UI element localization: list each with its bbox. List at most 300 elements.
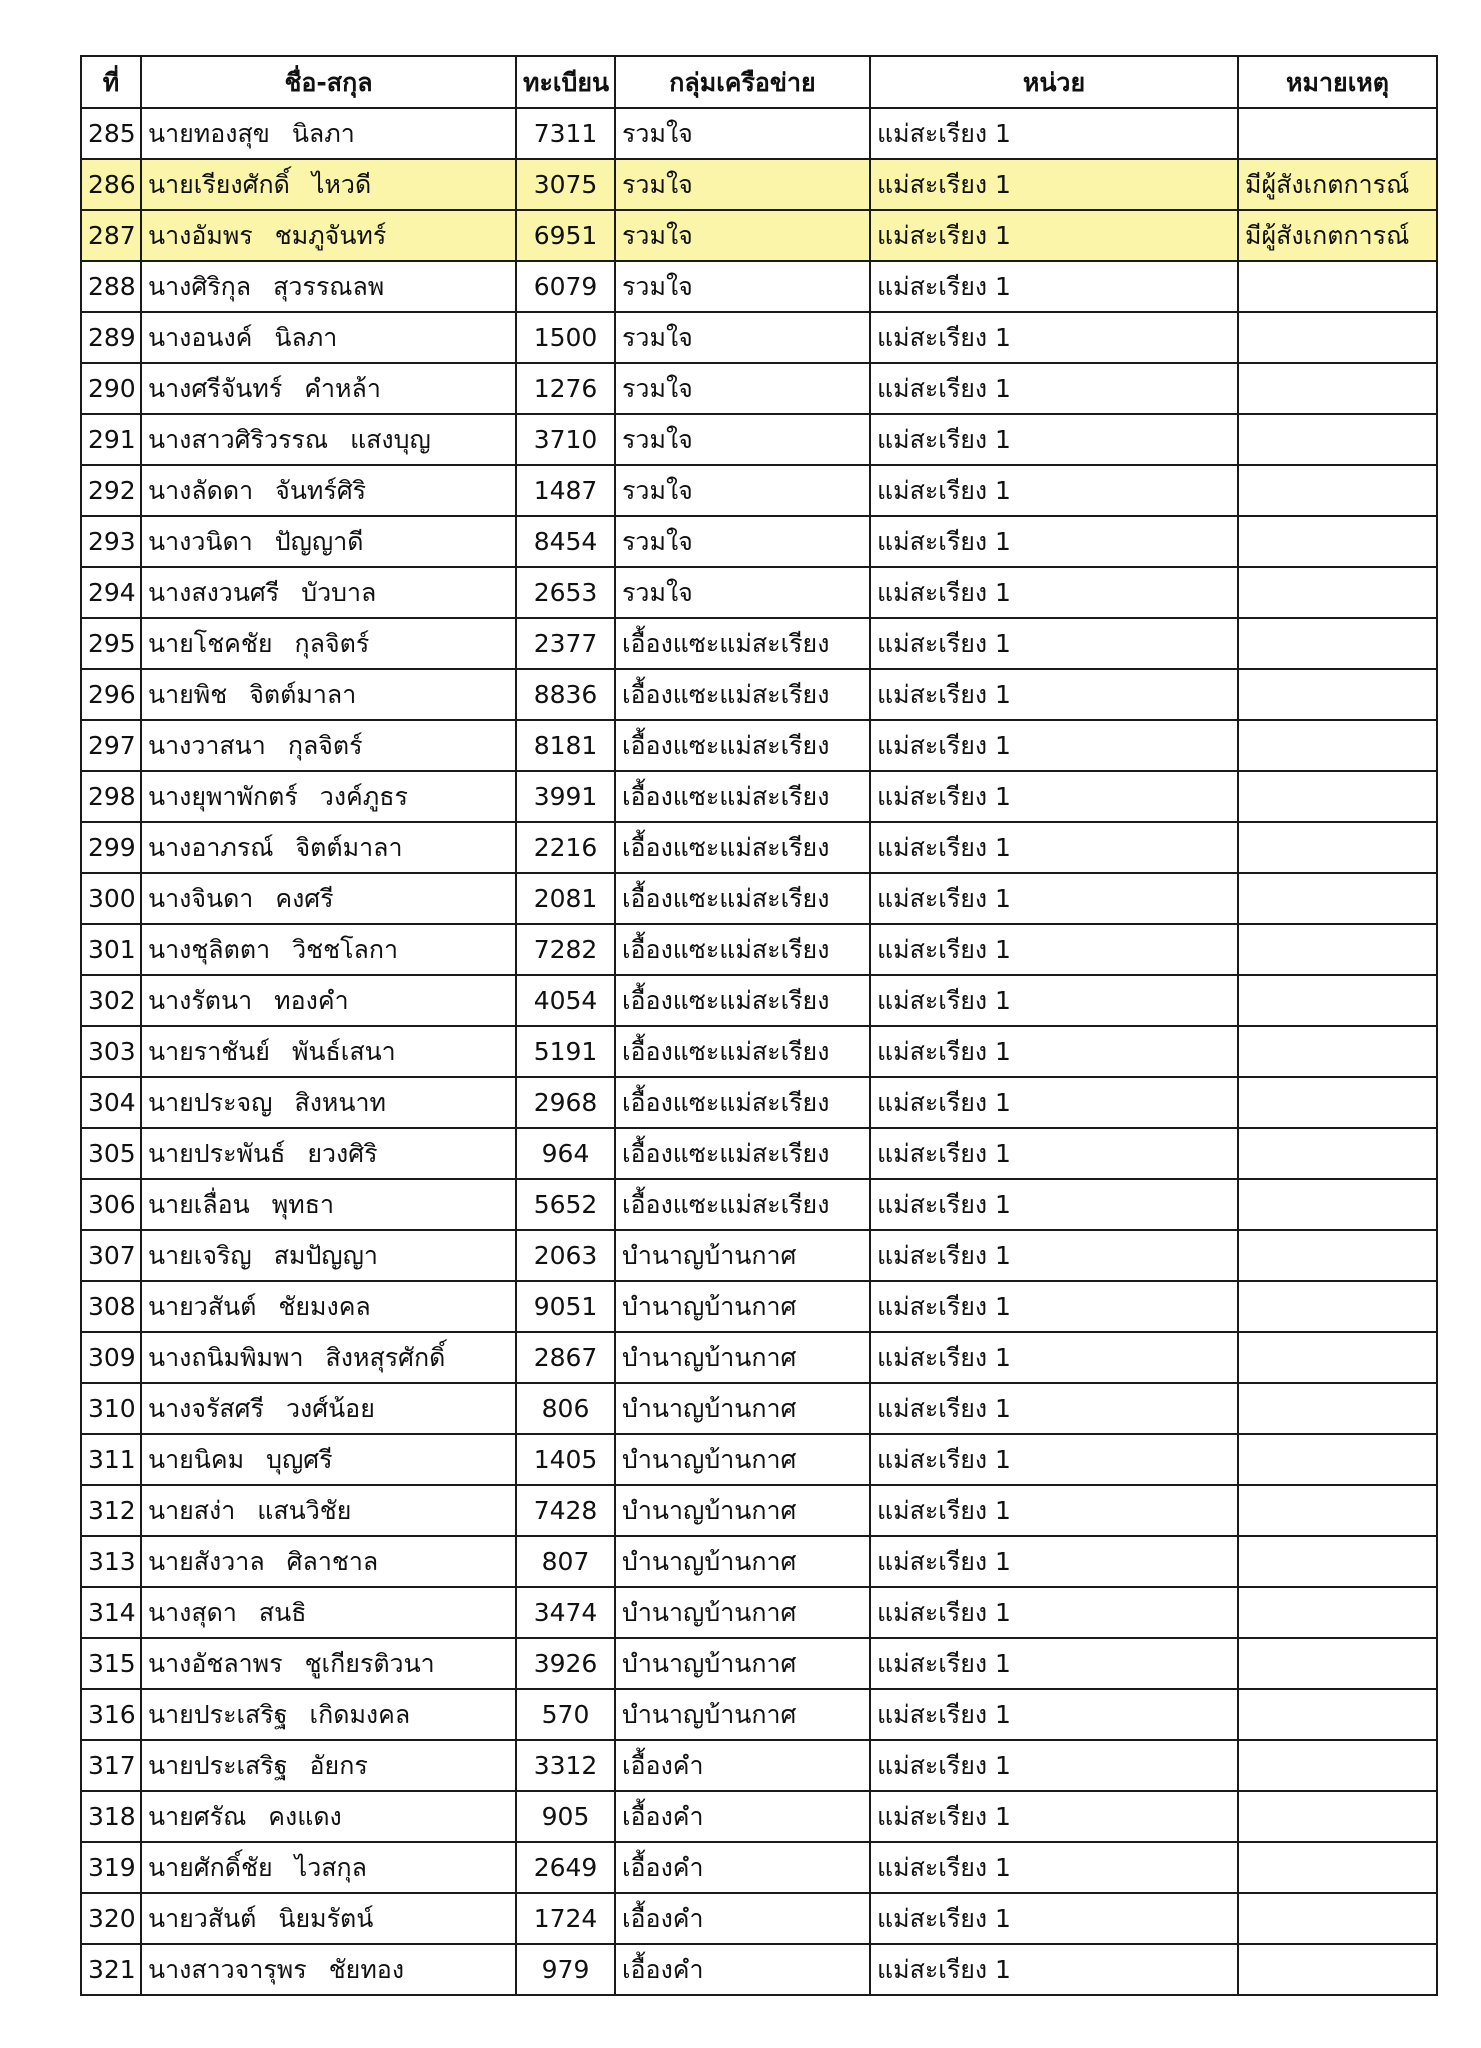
table-row — [81, 108, 1437, 159]
first-name: นายประเสริฐ — [148, 1751, 288, 1780]
table-row — [81, 567, 1437, 618]
cell-no: 319 — [81, 1842, 141, 1893]
cell-remark: มีผู้สังเกตการณ์ — [1238, 210, 1437, 261]
cell-remark — [1238, 1638, 1437, 1689]
cell-reg: 6951 — [516, 210, 615, 261]
cell-reg: 979 — [516, 1944, 615, 1995]
cell-name — [141, 1944, 516, 1995]
last-name: สมปัญญา — [273, 1241, 378, 1270]
first-name: นายเลื่อน — [148, 1190, 250, 1219]
cell-remark — [1238, 1893, 1437, 1944]
cell-remark — [1238, 108, 1437, 159]
cell-remark — [1238, 1128, 1437, 1179]
first-name: นายวสันต์ — [148, 1904, 257, 1933]
cell-name — [141, 1485, 516, 1536]
cell-remark — [1238, 516, 1437, 567]
table-row — [81, 1179, 1437, 1230]
cell-unit: แม่สะเรียง 1 — [870, 1587, 1238, 1638]
first-name: นางวาสนา — [148, 731, 266, 760]
table-row — [81, 1434, 1437, 1485]
first-name: นางจรัสศรี — [148, 1394, 264, 1423]
table-row — [81, 1281, 1437, 1332]
cell-remark — [1238, 1791, 1437, 1842]
last-name: จันทร์ศิริ — [275, 476, 367, 505]
cell-no: 289 — [81, 312, 141, 363]
cell-name — [141, 1740, 516, 1791]
cell-remark — [1238, 312, 1437, 363]
first-name: นางรัตนา — [148, 986, 253, 1015]
cell-group: บำนาญบ้านกาศ — [615, 1230, 870, 1281]
table-row — [81, 1689, 1437, 1740]
cell-name — [141, 1281, 516, 1332]
cell-group: เอื้องแซะแม่สะเรียง — [615, 822, 870, 873]
cell-reg: 1405 — [516, 1434, 615, 1485]
last-name: อัยกร — [309, 1751, 368, 1780]
cell-group: เอื้องแซะแม่สะเรียง — [615, 720, 870, 771]
cell-remark — [1238, 1281, 1437, 1332]
cell-no: 308 — [81, 1281, 141, 1332]
cell-unit: แม่สะเรียง 1 — [870, 924, 1238, 975]
cell-unit: แม่สะเรียง 1 — [870, 1230, 1238, 1281]
cell-name — [141, 1638, 516, 1689]
cell-group: เอื้องแซะแม่สะเรียง — [615, 873, 870, 924]
cell-reg: 806 — [516, 1383, 615, 1434]
cell-reg: 1500 — [516, 312, 615, 363]
cell-remark: มีผู้สังเกตการณ์ — [1238, 159, 1437, 210]
table-row — [81, 1944, 1437, 1995]
cell-group: รวมใจ — [615, 159, 870, 210]
last-name: คำหล้า — [304, 374, 381, 403]
cell-unit: แม่สะเรียง 1 — [870, 1893, 1238, 1944]
table-row — [81, 771, 1437, 822]
cell-no: 293 — [81, 516, 141, 567]
cell-no: 315 — [81, 1638, 141, 1689]
cell-name — [141, 1434, 516, 1485]
last-name: ยวงศิริ — [307, 1139, 378, 1168]
last-name: คงศรี — [275, 884, 334, 913]
last-name: ศิลาชาล — [286, 1547, 379, 1576]
table-row — [81, 210, 1437, 261]
cell-group: เอื้องคำ — [615, 1740, 870, 1791]
cell-remark — [1238, 924, 1437, 975]
cell-remark — [1238, 1740, 1437, 1791]
last-name: ไวสกุล — [294, 1853, 367, 1882]
cell-reg: 3991 — [516, 771, 615, 822]
cell-group: บำนาญบ้านกาศ — [615, 1332, 870, 1383]
cell-name — [141, 1383, 516, 1434]
cell-no: 304 — [81, 1077, 141, 1128]
table-row — [81, 1128, 1437, 1179]
cell-no: 311 — [81, 1434, 141, 1485]
table-row — [81, 363, 1437, 414]
first-name: นายประพันธ์ — [148, 1139, 286, 1168]
table-row — [81, 1383, 1437, 1434]
cell-name — [141, 1128, 516, 1179]
cell-unit: แม่สะเรียง 1 — [870, 516, 1238, 567]
cell-unit: แม่สะเรียง 1 — [870, 1740, 1238, 1791]
cell-no: 288 — [81, 261, 141, 312]
cell-unit: แม่สะเรียง 1 — [870, 414, 1238, 465]
cell-no: 302 — [81, 975, 141, 1026]
cell-unit: แม่สะเรียง 1 — [870, 669, 1238, 720]
cell-no: 291 — [81, 414, 141, 465]
first-name: นายพิช — [148, 680, 228, 709]
cell-unit: แม่สะเรียง 1 — [870, 975, 1238, 1026]
cell-unit: แม่สะเรียง 1 — [870, 1026, 1238, 1077]
cell-reg: 8836 — [516, 669, 615, 720]
cell-no: 300 — [81, 873, 141, 924]
cell-no: 298 — [81, 771, 141, 822]
first-name: นางวนิดา — [148, 527, 253, 556]
cell-name — [141, 159, 516, 210]
cell-group: เอื้องแซะแม่สะเรียง — [615, 975, 870, 1026]
cell-remark — [1238, 1332, 1437, 1383]
cell-unit: แม่สะเรียง 1 — [870, 618, 1238, 669]
cell-group: เอื้องคำ — [615, 1842, 870, 1893]
cell-name — [141, 1332, 516, 1383]
table-row — [81, 1485, 1437, 1536]
header-unit: หน่วย — [870, 56, 1238, 108]
last-name: ปัญญาดี — [274, 527, 364, 556]
cell-unit: แม่สะเรียง 1 — [870, 1485, 1238, 1536]
cell-group: รวมใจ — [615, 414, 870, 465]
cell-remark — [1238, 1077, 1437, 1128]
cell-name — [141, 669, 516, 720]
cell-group: บำนาญบ้านกาศ — [615, 1536, 870, 1587]
first-name: นางชุลิตตา — [148, 935, 271, 964]
cell-reg: 3075 — [516, 159, 615, 210]
cell-reg: 2649 — [516, 1842, 615, 1893]
cell-group: รวมใจ — [615, 210, 870, 261]
first-name: นายศักดิ์ชัย — [148, 1853, 273, 1882]
cell-reg: 2968 — [516, 1077, 615, 1128]
cell-no: 290 — [81, 363, 141, 414]
cell-unit: แม่สะเรียง 1 — [870, 159, 1238, 210]
first-name: นางยุพาพักตร์ — [148, 782, 298, 811]
table-row — [81, 1791, 1437, 1842]
first-name: นางศรีจันทร์ — [148, 374, 283, 403]
cell-group: รวมใจ — [615, 312, 870, 363]
roster-sheet — [80, 55, 1436, 1996]
cell-reg: 964 — [516, 1128, 615, 1179]
last-name: บุญศรี — [266, 1445, 333, 1474]
cell-group: เอื้องแซะแม่สะเรียง — [615, 618, 870, 669]
cell-remark — [1238, 1434, 1437, 1485]
last-name: ชูเกียรติวนา — [304, 1649, 435, 1678]
cell-no: 292 — [81, 465, 141, 516]
last-name: สุวรรณลพ — [273, 272, 385, 301]
cell-remark — [1238, 1944, 1437, 1995]
cell-reg: 2377 — [516, 618, 615, 669]
cell-reg: 2081 — [516, 873, 615, 924]
cell-group: เอื้องแซะแม่สะเรียง — [615, 1128, 870, 1179]
cell-no: 312 — [81, 1485, 141, 1536]
table-row — [81, 1026, 1437, 1077]
cell-remark — [1238, 1485, 1437, 1536]
last-name: สิงหสุรศักดิ์ — [325, 1343, 446, 1372]
cell-group: เอื้องคำ — [615, 1893, 870, 1944]
table-row — [81, 261, 1437, 312]
last-name: ชัยมงคล — [278, 1292, 371, 1321]
cell-remark — [1238, 822, 1437, 873]
cell-group: รวมใจ — [615, 516, 870, 567]
cell-reg: 3710 — [516, 414, 615, 465]
first-name: นางอาภรณ์ — [148, 833, 274, 862]
last-name: สิงหนาท — [294, 1088, 387, 1117]
table-row — [81, 618, 1437, 669]
first-name: นางอนงค์ — [148, 323, 253, 352]
table-row — [81, 1077, 1437, 1128]
cell-remark — [1238, 1587, 1437, 1638]
table-row — [81, 1638, 1437, 1689]
cell-reg: 3474 — [516, 1587, 615, 1638]
cell-unit: แม่สะเรียง 1 — [870, 363, 1238, 414]
last-name: วงค์ภูธร — [319, 782, 408, 811]
cell-unit: แม่สะเรียง 1 — [870, 1434, 1238, 1485]
cell-unit: แม่สะเรียง 1 — [870, 822, 1238, 873]
cell-no: 316 — [81, 1689, 141, 1740]
cell-no: 287 — [81, 210, 141, 261]
cell-no: 286 — [81, 159, 141, 210]
cell-remark — [1238, 618, 1437, 669]
cell-unit: แม่สะเรียง 1 — [870, 210, 1238, 261]
cell-name — [141, 1842, 516, 1893]
cell-group: บำนาญบ้านกาศ — [615, 1689, 870, 1740]
cell-reg: 2216 — [516, 822, 615, 873]
cell-name — [141, 720, 516, 771]
cell-unit: แม่สะเรียง 1 — [870, 1332, 1238, 1383]
last-name: แสงบุญ — [350, 425, 431, 454]
cell-reg: 3312 — [516, 1740, 615, 1791]
last-name: แสนวิชัย — [257, 1496, 352, 1525]
cell-no: 318 — [81, 1791, 141, 1842]
cell-remark — [1238, 1689, 1437, 1740]
cell-name — [141, 1689, 516, 1740]
table-row — [81, 873, 1437, 924]
cell-reg: 905 — [516, 1791, 615, 1842]
cell-unit: แม่สะเรียง 1 — [870, 1842, 1238, 1893]
cell-reg: 8181 — [516, 720, 615, 771]
cell-name — [141, 1587, 516, 1638]
cell-reg: 807 — [516, 1536, 615, 1587]
cell-no: 317 — [81, 1740, 141, 1791]
cell-reg: 3926 — [516, 1638, 615, 1689]
cell-no: 297 — [81, 720, 141, 771]
cell-remark — [1238, 567, 1437, 618]
cell-name — [141, 312, 516, 363]
cell-reg: 7282 — [516, 924, 615, 975]
cell-group: บำนาญบ้านกาศ — [615, 1383, 870, 1434]
cell-group: รวมใจ — [615, 108, 870, 159]
cell-reg: 2063 — [516, 1230, 615, 1281]
first-name: นายสง่า — [148, 1496, 236, 1525]
cell-reg: 2653 — [516, 567, 615, 618]
cell-name — [141, 363, 516, 414]
cell-group: เอื้องแซะแม่สะเรียง — [615, 1179, 870, 1230]
first-name: นางสงวนศรี — [148, 578, 280, 607]
member-table — [80, 55, 1438, 1996]
cell-unit: แม่สะเรียง 1 — [870, 1791, 1238, 1842]
cell-no: 313 — [81, 1536, 141, 1587]
cell-no: 305 — [81, 1128, 141, 1179]
cell-group: รวมใจ — [615, 567, 870, 618]
cell-no: 306 — [81, 1179, 141, 1230]
cell-name — [141, 210, 516, 261]
table-row — [81, 1587, 1437, 1638]
table-row — [81, 669, 1437, 720]
cell-group: เอื้องแซะแม่สะเรียง — [615, 924, 870, 975]
first-name: นายเจริญ — [148, 1241, 252, 1270]
cell-group: รวมใจ — [615, 363, 870, 414]
cell-name — [141, 414, 516, 465]
last-name: นิลภา — [291, 119, 355, 148]
cell-reg: 5191 — [516, 1026, 615, 1077]
last-name: พันธ์เสนา — [291, 1037, 396, 1066]
first-name: นายราชันย์ — [148, 1037, 270, 1066]
cell-remark — [1238, 669, 1437, 720]
cell-unit: แม่สะเรียง 1 — [870, 771, 1238, 822]
cell-name — [141, 1179, 516, 1230]
last-name: วงศ์น้อย — [285, 1394, 375, 1423]
last-name: เกิดมงคล — [309, 1700, 411, 1729]
table-row — [81, 414, 1437, 465]
cell-unit: แม่สะเรียง 1 — [870, 1536, 1238, 1587]
cell-name — [141, 771, 516, 822]
first-name: นางลัดดา — [148, 476, 254, 505]
cell-reg: 7428 — [516, 1485, 615, 1536]
cell-remark — [1238, 873, 1437, 924]
cell-unit: แม่สะเรียง 1 — [870, 312, 1238, 363]
table-row — [81, 1842, 1437, 1893]
first-name: นายประจญ — [148, 1088, 273, 1117]
table-row — [81, 1740, 1437, 1791]
cell-reg: 4054 — [516, 975, 615, 1026]
last-name: นิลภา — [274, 323, 338, 352]
cell-name — [141, 465, 516, 516]
cell-unit: แม่สะเรียง 1 — [870, 465, 1238, 516]
table-row — [81, 975, 1437, 1026]
cell-unit: แม่สะเรียง 1 — [870, 1281, 1238, 1332]
cell-remark — [1238, 414, 1437, 465]
cell-group: บำนาญบ้านกาศ — [615, 1638, 870, 1689]
cell-group: บำนาญบ้านกาศ — [615, 1281, 870, 1332]
cell-reg: 8454 — [516, 516, 615, 567]
cell-name — [141, 1230, 516, 1281]
table-row — [81, 822, 1437, 873]
cell-unit: แม่สะเรียง 1 — [870, 1944, 1238, 1995]
last-name: ชมภูจันทร์ — [274, 221, 387, 250]
last-name: กุลจิตร์ — [287, 731, 363, 760]
first-name: นางถนิมพิมพา — [148, 1343, 304, 1372]
cell-unit: แม่สะเรียง 1 — [870, 1128, 1238, 1179]
cell-no: 307 — [81, 1230, 141, 1281]
first-name: นายศรัณ — [148, 1802, 247, 1831]
cell-remark — [1238, 1536, 1437, 1587]
cell-unit: แม่สะเรียง 1 — [870, 1179, 1238, 1230]
first-name: นายทองสุข — [148, 119, 270, 148]
cell-name — [141, 1791, 516, 1842]
cell-unit: แม่สะเรียง 1 — [870, 108, 1238, 159]
table-row — [81, 465, 1437, 516]
cell-reg: 570 — [516, 1689, 615, 1740]
cell-name — [141, 567, 516, 618]
cell-name — [141, 108, 516, 159]
cell-reg: 1276 — [516, 363, 615, 414]
cell-name — [141, 873, 516, 924]
cell-no: 295 — [81, 618, 141, 669]
table-row — [81, 1893, 1437, 1944]
first-name: นางอัมพร — [148, 221, 253, 250]
cell-unit: แม่สะเรียง 1 — [870, 1383, 1238, 1434]
cell-name — [141, 1893, 516, 1944]
cell-name — [141, 924, 516, 975]
cell-remark — [1238, 1842, 1437, 1893]
header-name: ชื่อ-สกุล — [141, 56, 516, 108]
cell-name — [141, 618, 516, 669]
cell-unit: แม่สะเรียง 1 — [870, 720, 1238, 771]
cell-group: เอื้องคำ — [615, 1944, 870, 1995]
first-name: นายนิคม — [148, 1445, 245, 1474]
cell-group: รวมใจ — [615, 465, 870, 516]
last-name: ทองคำ — [274, 986, 349, 1015]
cell-name — [141, 975, 516, 1026]
cell-remark — [1238, 1026, 1437, 1077]
first-name: นางสุดา — [148, 1598, 237, 1627]
last-name: บัวบาล — [301, 578, 377, 607]
cell-name — [141, 516, 516, 567]
last-name: ชัยทอง — [328, 1955, 405, 1984]
cell-group: เอื้องแซะแม่สะเรียง — [615, 771, 870, 822]
first-name: นางสาวศิริวรรณ — [148, 425, 329, 454]
first-name: นายสังวาล — [148, 1547, 265, 1576]
cell-group: บำนาญบ้านกาศ — [615, 1587, 870, 1638]
table-row — [81, 516, 1437, 567]
cell-unit: แม่สะเรียง 1 — [870, 1077, 1238, 1128]
last-name: จิตต์มาลา — [295, 833, 403, 862]
cell-no: 285 — [81, 108, 141, 159]
table-row — [81, 1230, 1437, 1281]
last-name: ไหวดี — [311, 170, 372, 199]
last-name: นิยมรัตน์ — [278, 1904, 374, 1933]
table-row — [81, 1332, 1437, 1383]
last-name: คงแดง — [268, 1802, 342, 1831]
header-no: ที่ — [81, 56, 141, 108]
first-name: นางสาวจารุพร — [148, 1955, 307, 1984]
cell-unit: แม่สะเรียง 1 — [870, 1638, 1238, 1689]
last-name: พุทธา — [271, 1190, 335, 1219]
cell-unit: แม่สะเรียง 1 — [870, 567, 1238, 618]
cell-no: 310 — [81, 1383, 141, 1434]
cell-remark — [1238, 975, 1437, 1026]
cell-no: 321 — [81, 1944, 141, 1995]
cell-reg: 1487 — [516, 465, 615, 516]
cell-name — [141, 1077, 516, 1128]
cell-unit: แม่สะเรียง 1 — [870, 873, 1238, 924]
cell-remark — [1238, 720, 1437, 771]
cell-no: 294 — [81, 567, 141, 618]
cell-no: 320 — [81, 1893, 141, 1944]
cell-remark — [1238, 465, 1437, 516]
cell-group: เอื้องแซะแม่สะเรียง — [615, 669, 870, 720]
cell-group: เอื้องแซะแม่สะเรียง — [615, 1026, 870, 1077]
cell-unit: แม่สะเรียง 1 — [870, 1689, 1238, 1740]
cell-no: 296 — [81, 669, 141, 720]
first-name: นายโชคชัย — [148, 629, 273, 658]
cell-remark — [1238, 1230, 1437, 1281]
last-name: วิชชโลกา — [292, 935, 399, 964]
table-row — [81, 159, 1437, 210]
cell-remark — [1238, 1383, 1437, 1434]
